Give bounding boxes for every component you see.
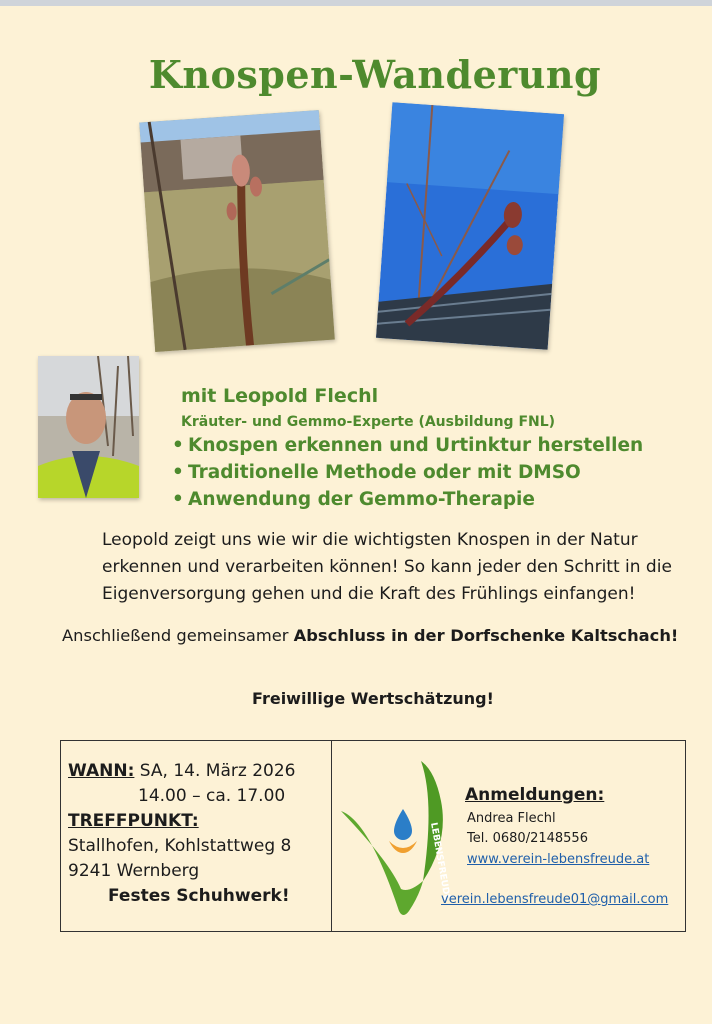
description-line: Leopold zeigt uns wie wir die wichtigsten Knospen in der Natur [102, 530, 638, 550]
website-link[interactable]: www.verein-lebensfreude.at [467, 852, 650, 867]
registration-title: Anmeldungen: [465, 785, 605, 805]
footwear-note: Festes Schuhwerk! [108, 886, 290, 906]
topic-list [172, 432, 643, 513]
box-divider [331, 741, 332, 931]
contact-phone: Tel. 0680/2148556 [467, 831, 588, 846]
presenter-photo [38, 356, 139, 498]
fee-note: Freiwillige Wertschätzung! [252, 689, 494, 708]
topic-text: Traditionelle Methode oder mit DMSO [188, 462, 581, 483]
topic-text: Anwendung der Gemmo-Therapie [188, 489, 535, 510]
meeting-label: TREFFPUNKT: [68, 811, 199, 831]
event-details [68, 759, 295, 909]
topic-item: • Anwendung der Gemmo-Therapie [172, 489, 535, 510]
topic-item: • Knospen erkennen und Urtinktur herstellen [172, 435, 644, 456]
when-label: WANN: [68, 761, 135, 781]
info-box [60, 740, 686, 932]
presenter-role: Kräuter- und Gemmo-Experte (Ausbildung FNL) [181, 414, 556, 430]
email-link[interactable]: verein.lebensfreude01@gmail.com [441, 892, 669, 907]
closing-note [62, 626, 678, 645]
event-date: SA, 14. März 2026 [134, 761, 296, 781]
top-border [0, 0, 712, 6]
topic-item: • Traditionelle Methode oder mit DMSO [172, 462, 581, 483]
description-line: erkennen und verarbeiten können! So kann jeder den Schritt in die [102, 557, 672, 577]
description-line: Eigenversorgung gehen und die Kraft des Frühlings einfangen! [102, 584, 636, 604]
presenter-name: mit Leopold Flechl [181, 385, 379, 407]
topic-text: Knospen erkennen und Urtinktur herstellen [188, 435, 644, 456]
closing-prefix: Anschließend gemeinsamer [62, 626, 294, 645]
closing-venue: Abschluss in der Dorfschenke Kaltschach! [293, 626, 679, 645]
address-line-2: 9241 Wernberg [68, 861, 200, 881]
description [102, 527, 692, 608]
poster-title: Knospen-Wanderung [148, 52, 602, 97]
address-line-1: Stallhofen, Kohlstattweg 8 [68, 836, 292, 856]
logo-text: LEBENSFREUDE [428, 821, 452, 902]
bud-photo-sky [376, 102, 564, 349]
bud-photo-garden [139, 110, 335, 352]
contact-name: Andrea Flechl [467, 811, 556, 826]
event-time: 14.00 – ca. 17.00 [138, 786, 286, 806]
